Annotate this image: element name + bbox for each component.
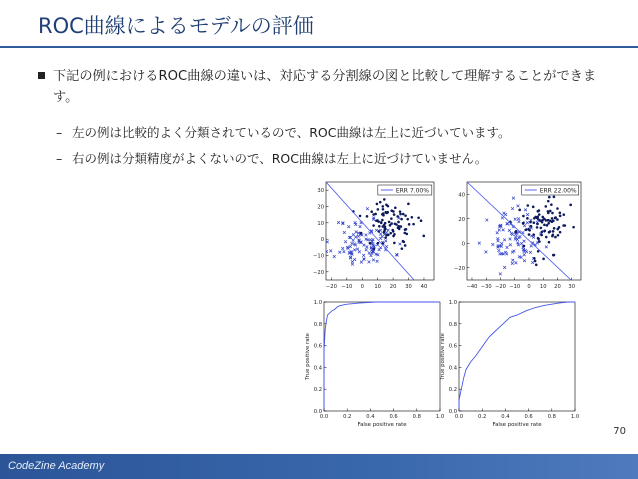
dot-marker (412, 223, 415, 226)
dot-marker (401, 247, 404, 250)
dot-marker (572, 226, 575, 229)
x-tick-label: 0.8 (547, 414, 556, 420)
dot-marker (527, 204, 530, 207)
dot-marker (549, 230, 552, 233)
x-tick-label: 0 (527, 284, 531, 288)
footer-brand: CodeZine Academy (8, 460, 105, 472)
dot-marker (404, 214, 407, 217)
dot-marker (407, 203, 410, 206)
dot-marker (400, 218, 403, 221)
dot-marker (417, 216, 420, 219)
dot-marker (366, 215, 369, 218)
dot-marker (532, 206, 535, 209)
dot-marker (546, 224, 549, 227)
dot-marker (534, 216, 537, 219)
dot-marker (538, 213, 541, 216)
dot-marker (554, 236, 557, 239)
dot-marker (385, 234, 388, 237)
y-tick-label: 0 (461, 241, 465, 248)
dot-marker (379, 201, 382, 204)
y-tick-label: −20 (313, 269, 324, 276)
dot-marker (562, 224, 565, 227)
dot-marker (360, 232, 363, 235)
dot-marker (569, 204, 572, 207)
dot-marker (397, 221, 400, 224)
y-tick-label: 10 (317, 220, 324, 227)
dot-marker (373, 247, 376, 250)
dot-marker (553, 227, 556, 230)
dot-marker (533, 221, 536, 224)
subitem-text: 右の例は分類精度がよくないので、ROC曲線は左上に近づけていません。 (72, 151, 488, 166)
dot-marker (547, 212, 550, 215)
legend-label: ERR 7.00% (395, 187, 429, 195)
dot-marker (549, 210, 552, 213)
x-tick-label: −30 (480, 284, 492, 288)
dot-marker (548, 196, 551, 199)
x-tick-label: 1.0 (570, 414, 580, 420)
dot-marker (384, 236, 387, 239)
dot-marker (392, 235, 395, 238)
scatter-chart-right-svg (446, 178, 586, 288)
dot-marker (422, 235, 425, 238)
y-tick-label: 1.0 (448, 300, 457, 306)
dot-marker (527, 228, 530, 231)
x-tick-label: 0.2 (478, 414, 487, 420)
dot-marker (405, 233, 408, 236)
dot-marker (388, 221, 391, 224)
dot-marker (533, 257, 536, 260)
dot-marker (558, 226, 561, 229)
dot-marker (518, 209, 521, 212)
dot-marker (537, 237, 540, 240)
dot-marker (395, 223, 398, 226)
dot-marker (556, 218, 559, 221)
dot-marker (398, 228, 401, 231)
subitem-text: 左の例は比較的よく分類されているので、ROC曲線は左上に近づいています。 (72, 125, 511, 140)
dot-marker (559, 211, 562, 214)
dot-marker (389, 224, 392, 227)
y-tick-label: 20 (317, 204, 324, 211)
x-tick-label: 30 (405, 284, 412, 288)
y-tick-label: 0 (320, 237, 324, 244)
dot-marker (548, 241, 551, 244)
dot-marker (522, 221, 525, 224)
subitem-left-example (56, 123, 511, 141)
bullet-item (38, 66, 618, 108)
x-tick-label: −40 (466, 284, 478, 288)
plot-frame (459, 302, 575, 411)
dot-marker (545, 219, 548, 222)
dot-marker (380, 222, 383, 225)
dot-marker (554, 216, 557, 219)
dot-marker (378, 230, 381, 233)
x-tick-label: 20 (389, 284, 397, 288)
x-axis-label: False positive rate (357, 422, 407, 428)
square-bullet-icon (38, 72, 45, 79)
dot-marker (372, 213, 375, 216)
dot-marker (396, 215, 399, 218)
x-tick-label: 1.0 (435, 414, 445, 420)
dot-marker (547, 222, 550, 225)
dot-marker (541, 221, 544, 224)
dot-marker (526, 217, 529, 220)
dot-marker (420, 219, 423, 222)
dash-icon: – (56, 151, 63, 166)
dot-marker (406, 218, 409, 221)
x-tick-label: −20 (495, 284, 506, 288)
dot-marker (381, 219, 384, 222)
dot-marker (549, 220, 552, 223)
dot-marker (540, 227, 543, 230)
dot-marker (404, 244, 407, 247)
dot-marker (550, 203, 553, 206)
dot-marker (392, 210, 395, 213)
dot-marker (552, 233, 555, 236)
dot-marker (375, 219, 378, 222)
y-tick-label: 0.2 (448, 387, 457, 394)
dot-marker (387, 205, 390, 208)
x-tick-label: 0.4 (366, 414, 375, 420)
dot-marker (372, 224, 375, 227)
dot-marker (536, 223, 539, 226)
x-tick-label: 40 (420, 284, 428, 288)
dot-marker (405, 228, 408, 231)
dot-marker (553, 254, 556, 257)
dot-marker (543, 229, 546, 232)
dot-marker (377, 220, 380, 223)
roc-chart-left-svg (297, 297, 447, 432)
roc-chart-right (432, 297, 582, 432)
x-tick-label: 0.6 (389, 414, 398, 420)
footer-bar (0, 454, 638, 479)
dot-marker (542, 258, 545, 261)
dot-marker (545, 236, 548, 239)
y-tick-label: 0.8 (448, 321, 457, 328)
dot-marker (530, 225, 533, 228)
dot-marker (402, 213, 405, 216)
x-tick-label: −10 (509, 284, 521, 288)
y-tick-label: 30 (317, 188, 324, 195)
dot-marker (399, 213, 402, 216)
y-tick-label: −20 (454, 265, 465, 272)
y-tick-label: 0.0 (313, 409, 322, 415)
y-axis-label: True positive rate (305, 333, 311, 380)
dot-marker (378, 225, 381, 228)
plot-frame (467, 182, 581, 280)
dot-marker (376, 203, 379, 206)
x-tick-label: −20 (325, 284, 337, 288)
dot-marker (541, 216, 544, 219)
slide-title: ROC曲線によるモデルの評価 (38, 14, 314, 38)
dot-marker (384, 222, 387, 225)
dot-marker (559, 231, 562, 234)
x-tick-label: 20 (554, 284, 561, 288)
dot-marker (381, 225, 384, 228)
dot-marker (538, 209, 541, 212)
dot-marker (551, 217, 554, 220)
dot-marker (393, 213, 396, 216)
dot-marker (515, 230, 518, 233)
x-tick-label: 0 (360, 284, 364, 288)
dot-marker (408, 223, 411, 226)
dot-marker (392, 230, 395, 233)
dot-marker (553, 196, 556, 199)
dot-marker (369, 242, 372, 245)
x-tick-label: 0.0 (454, 414, 464, 420)
x-tick-label: 10 (539, 284, 547, 288)
x-tick-label: 0.8 (412, 414, 421, 420)
y-axis-label: True positive rate (440, 333, 446, 380)
dot-marker (534, 260, 537, 263)
dot-marker (532, 233, 535, 236)
y-tick-label: 0.8 (313, 321, 322, 328)
dot-marker (359, 215, 362, 218)
x-tick-label: 0.6 (524, 414, 533, 420)
dot-marker (386, 211, 389, 214)
dot-marker (540, 234, 543, 237)
x-tick-label: 30 (568, 284, 576, 288)
dot-marker (540, 231, 543, 234)
dot-marker (399, 210, 402, 213)
dot-marker (394, 206, 397, 209)
y-tick-label: 0.6 (313, 343, 322, 350)
scatter-chart-left (297, 178, 437, 288)
x-tick-label: 0.4 (501, 414, 510, 420)
dot-marker (382, 208, 385, 211)
dot-marker (411, 216, 414, 219)
x-tick-label: 0.2 (343, 414, 352, 420)
dot-marker (390, 217, 393, 220)
y-tick-label: 0.6 (448, 343, 457, 350)
dot-marker (402, 240, 405, 243)
y-tick-label: 0.4 (448, 365, 457, 372)
dot-marker (384, 226, 387, 229)
dot-marker (538, 240, 541, 243)
y-tick-label: 0.4 (313, 365, 322, 372)
dot-marker (393, 242, 396, 245)
dot-marker (377, 242, 380, 245)
dot-marker (528, 233, 531, 236)
scatter-chart-left-svg (297, 178, 437, 288)
bullet-text: 下記の例におけるROC曲線の違いは、対応する分割線の図と比較して理解することができます。 (53, 69, 597, 105)
y-tick-label: 1.0 (313, 300, 322, 306)
dot-marker (552, 230, 555, 233)
dot-marker (547, 200, 550, 203)
dot-marker (381, 205, 384, 208)
x-axis-label: False positive rate (492, 422, 542, 428)
legend-label: ERR 22.00% (539, 187, 577, 195)
y-tick-label: 0.0 (448, 409, 457, 415)
dot-marker (559, 215, 562, 218)
dot-marker (551, 212, 554, 215)
dot-marker (562, 213, 565, 216)
dot-marker (389, 232, 392, 235)
dot-marker (524, 228, 527, 231)
dot-marker (536, 226, 539, 229)
roc-chart-left (297, 297, 447, 432)
dot-marker (556, 207, 559, 210)
roc-chart-right-svg (432, 297, 582, 432)
y-tick-label: 0.2 (313, 387, 322, 394)
dot-marker (529, 221, 532, 224)
dot-marker (383, 231, 386, 234)
dot-marker (383, 198, 386, 201)
dot-marker (400, 225, 403, 228)
y-tick-label: 20 (458, 216, 465, 223)
x-tick-label: 10 (374, 284, 381, 288)
dot-marker (377, 208, 380, 211)
dot-marker (544, 205, 547, 208)
dot-marker (370, 210, 373, 213)
dot-marker (523, 245, 526, 248)
scatter-chart-right (446, 178, 586, 288)
dot-marker (535, 264, 538, 267)
plot-frame (324, 302, 440, 411)
x-tick-label: −10 (341, 284, 353, 288)
y-tick-label: 40 (458, 192, 465, 199)
y-tick-label: −10 (313, 253, 324, 260)
dot-marker (543, 224, 546, 227)
dot-marker (557, 234, 560, 237)
dash-icon: – (56, 125, 63, 140)
x-tick-label: 0.0 (319, 414, 329, 420)
dot-marker (522, 215, 525, 218)
page-number: 70 (613, 426, 626, 437)
subitem-right-example (56, 149, 487, 167)
dot-marker (382, 212, 385, 215)
